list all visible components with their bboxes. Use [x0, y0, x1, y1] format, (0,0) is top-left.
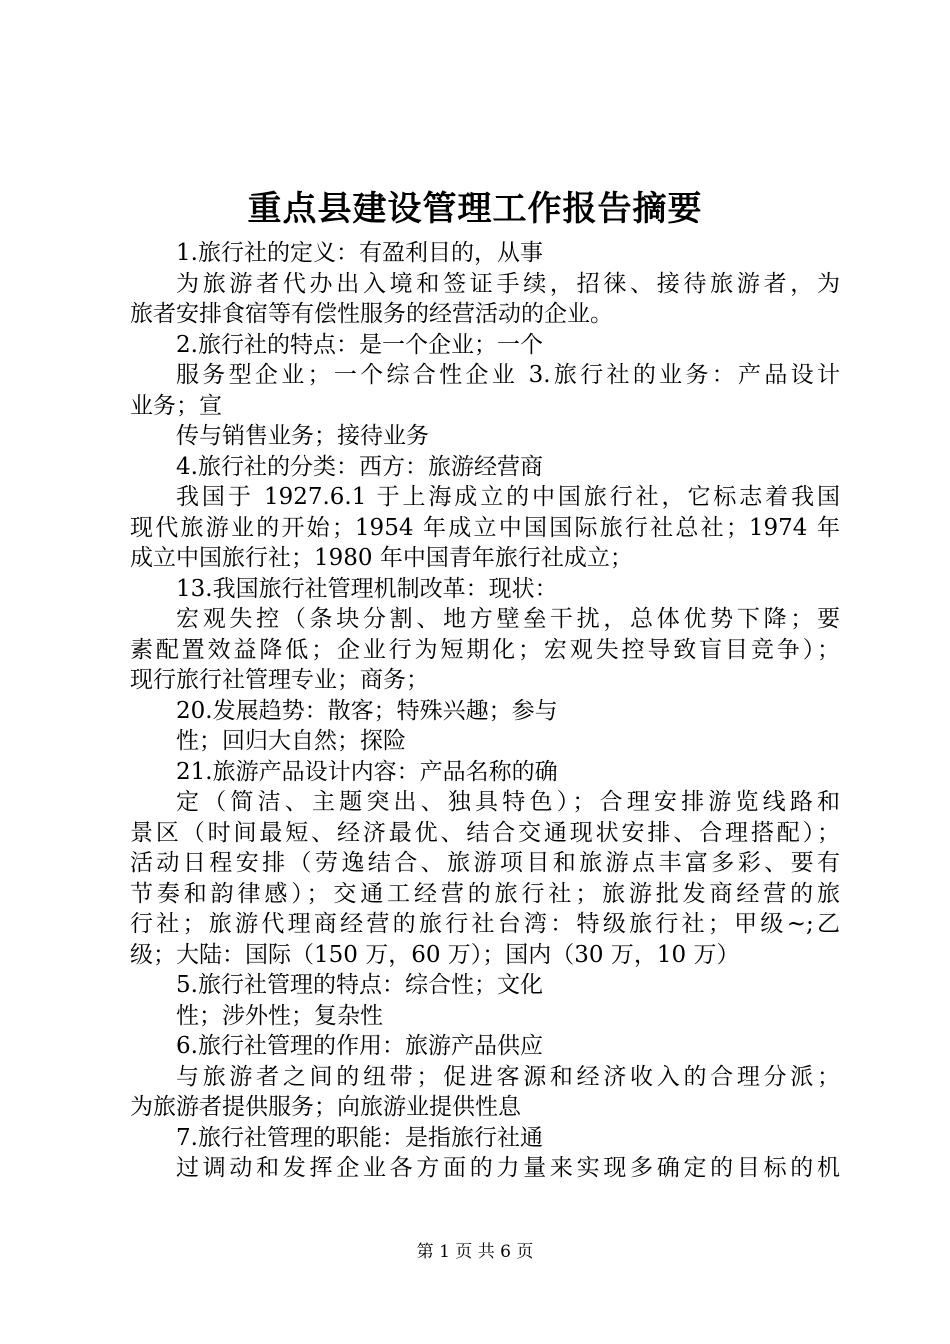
text-line: 21.旅游产品设计内容：产品名称的确: [176, 758, 558, 785]
text-line: 现行旅行社管理专业；商务；: [130, 667, 429, 693]
text-line: 业务；宣: [130, 392, 222, 419]
text-line: 7.旅行社管理的职能：是指旅行社通: [176, 1124, 543, 1151]
document-body: [130, 238, 840, 1184]
text-line: 行社；旅游代理商经营的旅行社台湾：特级旅行社；甲级~;乙: [130, 911, 840, 937]
document-title: 重点县建设管理工作报告摘要: [247, 189, 703, 229]
text-line: 服务型企业；一个综合性企业 3.旅行社的业务：产品设计: [176, 362, 840, 388]
text-line: 2.旅行社的特点：是一个企业；一个: [176, 331, 543, 358]
text-line: 现代旅游业的开始；1954 年成立中国国际旅行社总社；1974 年: [130, 514, 840, 541]
text-line: 我国于 1927.6.1 于上海成立的中国旅行社，它标志着我国: [176, 484, 840, 510]
text-line: 节奏和韵律感）；交通工经营的旅行社；旅游批发商经营的旅: [130, 880, 840, 907]
text-line: 4.旅行社的分类：西方：旅游经营商: [176, 453, 543, 480]
text-line: 20.发展趋势：散客；特殊兴趣；参与: [176, 697, 558, 724]
text-line: 性；涉外性；复杂性: [176, 1002, 383, 1029]
text-line: 宏观失控（条块分割、地方壁垒干扰，总体优势下降；要: [176, 606, 840, 632]
text-line: 旅者安排食宿等有偿性服务的经营活动的企业。: [130, 301, 613, 327]
text-line: 6.旅行社管理的作用：旅游产品供应: [176, 1033, 543, 1059]
text-line: 13.我国旅行社管理机制改革：现状：: [176, 575, 558, 602]
text-line: 过调动和发挥企业各方面的力量来实现多确定的目标的机: [176, 1155, 840, 1181]
text-line: 性；回归大自然；探险: [176, 728, 406, 754]
text-line: 活动日程安排（劳逸结合、旅游项目和旅游点丰富多彩、要有: [130, 850, 840, 876]
text-line: 级；大陆：国际（150 万，60 万）；国内（30 万，10 万）: [130, 941, 740, 968]
text-line: 成立中国旅行社；1980 年中国青年旅行社成立；: [130, 545, 633, 571]
text-line: 定（简洁、主题突出、独具特色）；合理安排游览线路和: [176, 789, 840, 815]
text-line: 为旅游者代办出入境和签证手续，招徕、接待旅游者，为: [176, 270, 840, 297]
text-line: 为旅游者提供服务；向旅游业提供性息: [130, 1094, 521, 1120]
text-line: 景区（时间最短、经济最优、结合交通现状安排、合理搭配）；: [130, 819, 840, 846]
text-line: 1.旅行社的定义：有盈利目的，从事: [176, 240, 543, 266]
text-line: 传与销售业务；接待业务: [176, 423, 429, 449]
text-line: 素配置效益降低；企业行为短期化；宏观失控导致盲目竞争）；: [130, 636, 840, 663]
page-footer: 第 1 页 共 6 页: [416, 1242, 534, 1262]
text-line: 与旅游者之间的纽带；促进客源和经济收入的合理分派；: [176, 1063, 840, 1090]
text-line: 5.旅行社管理的特点：综合性；文化: [176, 972, 543, 998]
